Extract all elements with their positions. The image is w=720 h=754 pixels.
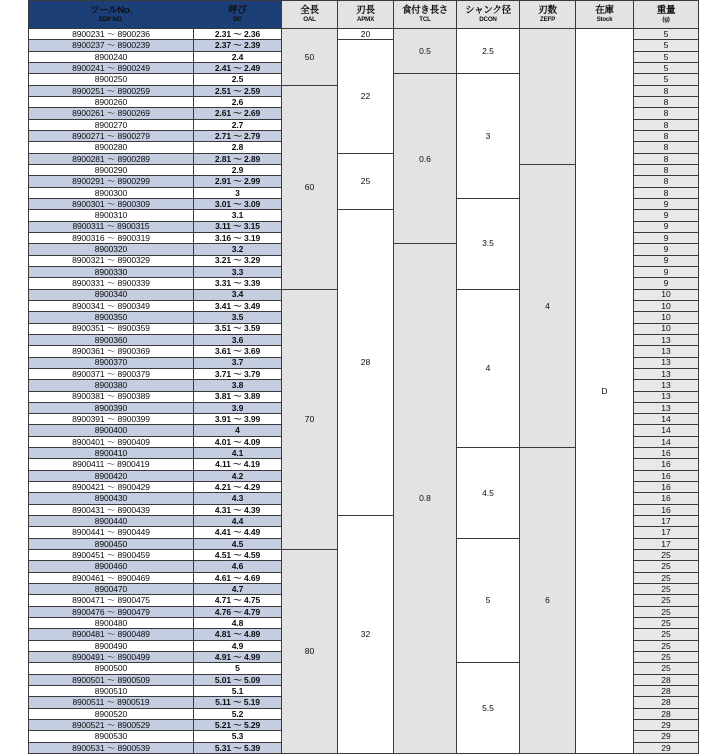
cell-weight: 8	[634, 96, 699, 107]
cell-weight: 8	[634, 108, 699, 119]
cell-weight: 9	[634, 266, 699, 277]
cell-weight: 16	[634, 482, 699, 493]
tool-specification-table	[28, 0, 699, 754]
cell-weight: 5	[634, 74, 699, 85]
cell-weight: 9	[634, 255, 699, 266]
cell-edp-no: 8900476 ～ 8900479	[29, 606, 194, 617]
cell-diameter-dc: 3.6	[194, 334, 282, 345]
cell-diameter-dc: 3.2	[194, 244, 282, 255]
cell-edp-no: 8900271 ～ 8900279	[29, 130, 194, 141]
cell-edp-no: 8900261 ～ 8900269	[29, 108, 194, 119]
cell-diameter-dc: 5.11 ～ 5.19	[194, 697, 282, 708]
cell-edp-no: 8900241 ～ 8900249	[29, 62, 194, 73]
cell-edp-no: 8900481 ～ 8900489	[29, 629, 194, 640]
cell-apmx: 28	[338, 210, 394, 516]
cell-weight: 8	[634, 119, 699, 130]
cell-weight: 5	[634, 29, 699, 40]
cell-diameter-dc: 4.7	[194, 584, 282, 595]
cell-tcl: 0.5	[394, 29, 457, 74]
cell-edp-no: 8900341 ～ 8900349	[29, 300, 194, 311]
column-header-dcon	[457, 1, 520, 29]
cell-weight: 13	[634, 334, 699, 345]
cell-apmx: 22	[338, 40, 394, 153]
column-header-tcl-main: 食付き長さ	[401, 5, 448, 17]
column-header-stock-sub: Stock	[596, 15, 613, 23]
cell-edp-no: 8900511 ～ 8900519	[29, 697, 194, 708]
cell-weight: 16	[634, 504, 699, 515]
cell-edp-no: 8900401 ～ 8900409	[29, 436, 194, 447]
cell-edp-no: 8900520	[29, 708, 194, 719]
cell-weight: 17	[634, 538, 699, 549]
cell-weight: 25	[634, 629, 699, 640]
cell-weight: 10	[634, 300, 699, 311]
cell-weight: 13	[634, 368, 699, 379]
column-header-apmx-sub: APMX	[356, 15, 375, 23]
cell-edp-no: 8900500	[29, 663, 194, 674]
cell-diameter-dc: 2.61 ～ 2.69	[194, 108, 282, 119]
cell-diameter-dc: 2.37 ～ 2.39	[194, 40, 282, 51]
cell-edp-no: 8900301 ～ 8900309	[29, 198, 194, 209]
cell-edp-no: 8900411 ～ 8900419	[29, 459, 194, 470]
cell-dcon: 5	[457, 538, 520, 663]
cell-diameter-dc: 4	[194, 425, 282, 436]
cell-edp-no: 8900280	[29, 142, 194, 153]
cell-diameter-dc: 2.7	[194, 119, 282, 130]
cell-diameter-dc: 2.4	[194, 51, 282, 62]
cell-diameter-dc: 5.21 ～ 5.29	[194, 720, 282, 731]
cell-edp-no: 8900501 ～ 8900509	[29, 674, 194, 685]
cell-diameter-dc: 3.7	[194, 357, 282, 368]
cell-edp-no: 8900531 ～ 8900539	[29, 742, 194, 753]
cell-diameter-dc: 5.3	[194, 731, 282, 742]
cell-weight: 13	[634, 380, 699, 391]
cell-diameter-dc: 3	[194, 187, 282, 198]
cell-diameter-dc: 3.21 ～ 3.29	[194, 255, 282, 266]
cell-diameter-dc: 4.31 ～ 4.39	[194, 504, 282, 515]
cell-edp-no: 8900350	[29, 312, 194, 323]
cell-edp-no: 8900330	[29, 266, 194, 277]
cell-weight: 16	[634, 470, 699, 481]
cell-diameter-dc: 4.4	[194, 516, 282, 527]
cell-weight: 9	[634, 210, 699, 221]
cell-edp-no: 8900410	[29, 448, 194, 459]
cell-oal: 60	[282, 85, 338, 289]
header-row	[29, 1, 699, 29]
cell-diameter-dc: 3.71 ～ 3.79	[194, 368, 282, 379]
column-header-weight	[634, 1, 699, 29]
column-header-oal-main: 全長	[300, 5, 319, 17]
cell-weight: 28	[634, 674, 699, 685]
cell-diameter-dc: 4.76 ～ 4.79	[194, 606, 282, 617]
column-header-stock	[576, 1, 634, 29]
column-header-tcl-sub: TCL	[419, 15, 431, 23]
table-body	[29, 29, 699, 754]
cell-dcon: 3.5	[457, 198, 520, 289]
cell-diameter-dc: 5	[194, 663, 282, 674]
column-header-oal-sub: OAL	[303, 15, 316, 23]
cell-diameter-dc: 2.5	[194, 74, 282, 85]
cell-diameter-dc: 3.5	[194, 312, 282, 323]
cell-dcon: 5.5	[457, 663, 520, 754]
cell-weight: 8	[634, 142, 699, 153]
cell-apmx: 25	[338, 153, 394, 210]
cell-weight: 14	[634, 414, 699, 425]
cell-weight: 5	[634, 62, 699, 73]
cell-oal: 80	[282, 550, 338, 754]
cell-edp-no: 8900480	[29, 618, 194, 629]
cell-edp-no: 8900231 ～ 8900236	[29, 29, 194, 40]
cell-weight: 5	[634, 51, 699, 62]
cell-weight: 8	[634, 176, 699, 187]
cell-diameter-dc: 2.81 ～ 2.89	[194, 153, 282, 164]
column-header-oal	[282, 1, 338, 29]
cell-edp-no: 8900441 ～ 8900449	[29, 527, 194, 538]
cell-diameter-dc: 3.51 ～ 3.59	[194, 323, 282, 334]
column-header-dc	[194, 1, 282, 29]
cell-dcon: 2.5	[457, 29, 520, 74]
cell-edp-no: 8900300	[29, 187, 194, 198]
cell-weight: 10	[634, 323, 699, 334]
cell-edp-no: 8900237 ～ 8900239	[29, 40, 194, 51]
table-row	[29, 29, 699, 40]
cell-dcon: 3	[457, 74, 520, 199]
cell-weight: 25	[634, 606, 699, 617]
cell-weight: 8	[634, 187, 699, 198]
cell-weight: 8	[634, 85, 699, 96]
cell-diameter-dc: 4.51 ～ 4.59	[194, 550, 282, 561]
cell-diameter-dc: 3.8	[194, 380, 282, 391]
cell-diameter-dc: 4.6	[194, 561, 282, 572]
cell-zefp: 6	[520, 448, 576, 754]
cell-tcl: 0.6	[394, 74, 457, 244]
cell-edp-no: 8900270	[29, 119, 194, 130]
cell-edp-no: 8900310	[29, 210, 194, 221]
cell-oal: 50	[282, 29, 338, 86]
cell-weight: 9	[634, 244, 699, 255]
cell-edp-no: 8900460	[29, 561, 194, 572]
cell-weight: 17	[634, 516, 699, 527]
cell-diameter-dc: 3.11 ～ 3.15	[194, 221, 282, 232]
cell-diameter-dc: 4.5	[194, 538, 282, 549]
cell-edp-no: 8900311 ～ 8900315	[29, 221, 194, 232]
cell-diameter-dc: 4.3	[194, 493, 282, 504]
cell-diameter-dc: 3.1	[194, 210, 282, 221]
cell-diameter-dc: 4.1	[194, 448, 282, 459]
cell-weight: 25	[634, 572, 699, 583]
cell-diameter-dc: 3.31 ～ 3.39	[194, 278, 282, 289]
cell-dcon: 4	[457, 289, 520, 448]
cell-diameter-dc: 2.51 ～ 2.59	[194, 85, 282, 96]
cell-edp-no: 8900430	[29, 493, 194, 504]
cell-diameter-dc: 2.9	[194, 164, 282, 175]
cell-diameter-dc: 4.21 ～ 4.29	[194, 482, 282, 493]
cell-stock: D	[576, 29, 634, 754]
cell-diameter-dc: 2.91 ～ 2.99	[194, 176, 282, 187]
cell-diameter-dc: 5.2	[194, 708, 282, 719]
cell-edp-no: 8900251 ～ 8900259	[29, 85, 194, 96]
cell-weight: 28	[634, 708, 699, 719]
column-header-stock-main: 在庫	[595, 5, 614, 17]
cell-weight: 29	[634, 731, 699, 742]
cell-diameter-dc: 4.11 ～ 4.19	[194, 459, 282, 470]
cell-edp-no: 8900380	[29, 380, 194, 391]
cell-weight: 13	[634, 391, 699, 402]
cell-edp-no: 8900381 ～ 8900389	[29, 391, 194, 402]
cell-diameter-dc: 4.9	[194, 640, 282, 651]
cell-weight: 28	[634, 697, 699, 708]
cell-diameter-dc: 4.81 ～ 4.89	[194, 629, 282, 640]
cell-weight: 25	[634, 663, 699, 674]
cell-weight: 25	[634, 652, 699, 663]
cell-apmx: 32	[338, 516, 394, 754]
cell-diameter-dc: 4.01 ～ 4.09	[194, 436, 282, 447]
column-header-weight-sub: (g)	[662, 15, 670, 23]
cell-diameter-dc: 3.9	[194, 402, 282, 413]
cell-weight: 14	[634, 425, 699, 436]
cell-edp-no: 8900351 ～ 8900359	[29, 323, 194, 334]
cell-edp-no: 8900490	[29, 640, 194, 651]
cell-weight: 25	[634, 550, 699, 561]
cell-edp-no: 8900461 ～ 8900469	[29, 572, 194, 583]
cell-weight: 25	[634, 561, 699, 572]
cell-diameter-dc: 3.3	[194, 266, 282, 277]
cell-weight: 10	[634, 312, 699, 323]
cell-edp-no: 8900510	[29, 686, 194, 697]
cell-tcl: 0.8	[394, 244, 457, 754]
cell-apmx: 20	[338, 29, 394, 40]
cell-weight: 13	[634, 346, 699, 357]
cell-edp-no: 8900450	[29, 538, 194, 549]
cell-edp-no: 8900371 ～ 8900379	[29, 368, 194, 379]
cell-weight: 10	[634, 289, 699, 300]
cell-diameter-dc: 2.71 ～ 2.79	[194, 130, 282, 141]
cell-edp-no: 8900321 ～ 8900329	[29, 255, 194, 266]
cell-diameter-dc: 3.01 ～ 3.09	[194, 198, 282, 209]
column-header-dcon-sub: DCON	[479, 15, 497, 23]
cell-edp-no: 8900291 ～ 8900299	[29, 176, 194, 187]
cell-diameter-dc: 5.01 ～ 5.09	[194, 674, 282, 685]
cell-diameter-dc: 2.6	[194, 96, 282, 107]
cell-edp-no: 8900451 ～ 8900459	[29, 550, 194, 561]
cell-edp-no: 8900260	[29, 96, 194, 107]
cell-diameter-dc: 5.31 ～ 5.39	[194, 742, 282, 753]
column-header-apmx-main: 刃長	[356, 5, 375, 17]
cell-diameter-dc: 4.8	[194, 618, 282, 629]
cell-weight: 13	[634, 402, 699, 413]
cell-diameter-dc: 4.41 ～ 4.49	[194, 527, 282, 538]
cell-edp-no: 8900240	[29, 51, 194, 62]
cell-weight: 8	[634, 153, 699, 164]
table-header	[29, 1, 699, 29]
cell-edp-no: 8900316 ～ 8900319	[29, 232, 194, 243]
cell-edp-no: 8900400	[29, 425, 194, 436]
column-header-edp-main: ツールNo.	[90, 5, 132, 17]
cell-diameter-dc: 2.31 ～ 2.36	[194, 29, 282, 40]
cell-edp-no: 8900530	[29, 731, 194, 742]
cell-weight: 8	[634, 164, 699, 175]
column-header-edp	[29, 1, 194, 29]
cell-diameter-dc: 5.1	[194, 686, 282, 697]
cell-weight: 25	[634, 584, 699, 595]
column-header-tcl	[394, 1, 457, 29]
column-header-edp-sub: EDP NO.	[99, 15, 123, 23]
cell-diameter-dc: 3.4	[194, 289, 282, 300]
cell-diameter-dc: 4.61 ～ 4.69	[194, 572, 282, 583]
cell-edp-no: 8900521 ～ 8900529	[29, 720, 194, 731]
cell-edp-no: 8900421 ～ 8900429	[29, 482, 194, 493]
column-header-zefp-main: 刃数	[538, 5, 557, 17]
cell-edp-no: 8900440	[29, 516, 194, 527]
cell-edp-no: 8900370	[29, 357, 194, 368]
column-header-zefp-sub: ZEFP	[539, 15, 555, 23]
column-header-zefp	[520, 1, 576, 29]
column-header-dc-main: 呼び	[228, 5, 247, 17]
cell-edp-no: 8900281 ～ 8900289	[29, 153, 194, 164]
cell-diameter-dc: 3.41 ～ 3.49	[194, 300, 282, 311]
cell-weight: 9	[634, 221, 699, 232]
cell-weight: 8	[634, 130, 699, 141]
cell-edp-no: 8900470	[29, 584, 194, 595]
cell-weight: 28	[634, 686, 699, 697]
column-header-dcon-main: シャンク径	[465, 5, 511, 17]
cell-edp-no: 8900360	[29, 334, 194, 345]
cell-edp-no: 8900471 ～ 8900475	[29, 595, 194, 606]
cell-diameter-dc: 2.41 ～ 2.49	[194, 62, 282, 73]
cell-weight: 25	[634, 640, 699, 651]
cell-diameter-dc: 4.91 ～ 4.99	[194, 652, 282, 663]
cell-weight: 25	[634, 595, 699, 606]
cell-edp-no: 8900431 ～ 8900439	[29, 504, 194, 515]
cell-diameter-dc: 3.81 ～ 3.89	[194, 391, 282, 402]
cell-weight: 9	[634, 278, 699, 289]
cell-edp-no: 8900391 ～ 8900399	[29, 414, 194, 425]
cell-edp-no: 8900390	[29, 402, 194, 413]
cell-edp-no: 8900361 ～ 8900369	[29, 346, 194, 357]
cell-weight: 29	[634, 742, 699, 753]
cell-zefp	[520, 29, 576, 165]
cell-diameter-dc: 3.16 ～ 3.19	[194, 232, 282, 243]
cell-edp-no: 8900331 ～ 8900339	[29, 278, 194, 289]
cell-weight: 16	[634, 493, 699, 504]
cell-edp-no: 8900491 ～ 8900499	[29, 652, 194, 663]
cell-weight: 16	[634, 448, 699, 459]
cell-zefp: 4	[520, 164, 576, 447]
column-header-weight-main: 重量	[656, 5, 676, 17]
cell-diameter-dc: 3.91 ～ 3.99	[194, 414, 282, 425]
cell-weight: 17	[634, 527, 699, 538]
cell-edp-no: 8900320	[29, 244, 194, 255]
cell-dcon: 4.5	[457, 448, 520, 539]
column-header-dc-sub: DC	[233, 15, 242, 23]
cell-weight: 25	[634, 618, 699, 629]
cell-edp-no: 8900420	[29, 470, 194, 481]
column-header-apmx	[338, 1, 394, 29]
cell-diameter-dc: 3.61 ～ 3.69	[194, 346, 282, 357]
cell-oal: 70	[282, 289, 338, 550]
cell-edp-no: 8900290	[29, 164, 194, 175]
cell-weight: 29	[634, 720, 699, 731]
cell-weight: 14	[634, 436, 699, 447]
cell-weight: 9	[634, 198, 699, 209]
cell-diameter-dc: 4.2	[194, 470, 282, 481]
cell-weight: 9	[634, 232, 699, 243]
cell-edp-no: 8900250	[29, 74, 194, 85]
cell-diameter-dc: 2.8	[194, 142, 282, 153]
cell-diameter-dc: 4.71 ～ 4.75	[194, 595, 282, 606]
cell-weight: 13	[634, 357, 699, 368]
cell-weight: 16	[634, 459, 699, 470]
cell-edp-no: 8900340	[29, 289, 194, 300]
cell-weight: 5	[634, 40, 699, 51]
